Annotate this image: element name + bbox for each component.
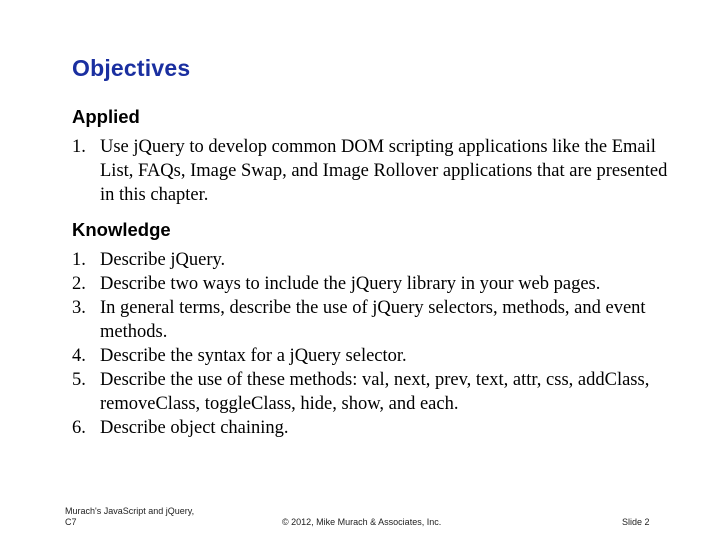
item-text: In general terms, describe the use of jQuery selectors, methods, and event methods.: [100, 298, 646, 342]
item-number: 1.: [72, 250, 86, 270]
slide-title: Objectives: [72, 55, 191, 81]
item-text: Describe two ways to include the jQuery library in your web pages.: [100, 274, 601, 294]
item-number: 5.: [72, 370, 86, 390]
footer-book-chapter: C7: [65, 517, 77, 527]
list-item: [72, 135, 672, 207]
item-text: Describe object chaining.: [100, 418, 289, 438]
footer-book: [65, 506, 194, 528]
item-number: 2.: [72, 274, 86, 294]
list-item: [72, 272, 672, 296]
item-text: Describe the syntax for a jQuery selector.: [100, 346, 407, 366]
applied-list: [72, 135, 672, 207]
item-number: 1.: [72, 137, 86, 157]
footer-copyright: © 2012, Mike Murach & Associates, Inc.: [282, 517, 442, 527]
knowledge-list: [72, 248, 672, 440]
applied-heading: Applied: [72, 106, 140, 127]
item-number: 3.: [72, 298, 86, 318]
footer-book-title: Murach's JavaScript and jQuery,: [65, 506, 195, 516]
item-number: 6.: [72, 418, 86, 438]
list-item: [72, 416, 672, 440]
list-item: [72, 296, 672, 344]
list-item: [72, 344, 672, 368]
item-number: 4.: [72, 346, 86, 366]
item-text: Use jQuery to develop common DOM scripting applications like the Email List, FAQs, Image Swap, and Image Rollover applications that are presented in this chapter.: [100, 137, 668, 205]
knowledge-heading: Knowledge: [72, 219, 171, 240]
list-item: [72, 368, 672, 416]
item-text: Describe jQuery.: [100, 250, 226, 270]
list-item: [72, 248, 672, 272]
footer-slide-number: Slide 2: [622, 517, 650, 527]
item-text: Describe the use of these methods: val, next, prev, text, attr, css, addClass, removeClass, toggleClass, hide, show, and each.: [100, 370, 650, 414]
